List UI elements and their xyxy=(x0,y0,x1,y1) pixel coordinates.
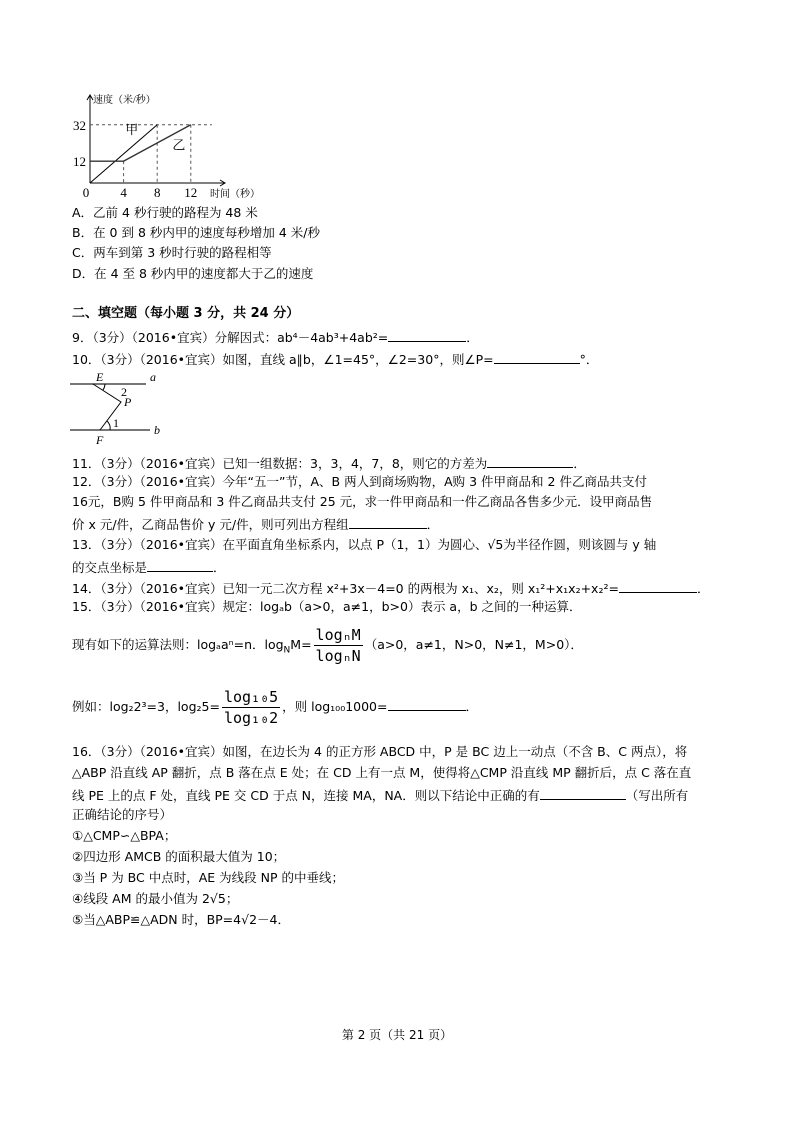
q14-text: 14．（3分）（2016•宜宾）已知一元二次方程 x²+3x－4=0 的两根为 x₁、x₂，则 x₁²+x₁x₂+x₂²= xyxy=(72,581,619,596)
question-16-line4: 正确结论的序号） xyxy=(72,807,173,822)
question-13-line2 xyxy=(72,558,226,576)
rule-conditions: （a>0，a≠1，N>0，N≠1，M>0）． xyxy=(364,637,583,652)
x-axis-label: 时间（秒） xyxy=(210,189,260,200)
q13-text-cont: 为半径作圆，则该圆与 y 轴 xyxy=(503,537,657,552)
q16-text-b: （写出所有 xyxy=(625,788,689,803)
answer-blank[interactable] xyxy=(349,515,427,529)
x-tick-label: 12 xyxy=(184,185,198,200)
denominator: log₁₀2 xyxy=(223,709,279,727)
question-12-line1: 12．（3分）（2016•宜宾）今年“五一”节，A、B 两人到商场购物，A购 3 件甲商品和 2 件乙商品共支付 xyxy=(72,474,647,489)
y-tick-label: 12 xyxy=(73,154,86,170)
q13-text2: 的交点坐标是 xyxy=(72,560,148,575)
sqrt-5: √5 xyxy=(487,537,504,552)
q9-text: 9．（3分）（2016•宜宾）分解因式：ab⁴－4ab³+4ab²= xyxy=(72,330,389,345)
question-10 xyxy=(72,350,598,368)
q12-text: 价 x 元/件，乙商品售价 y 元/件，则可列出方程组 xyxy=(72,517,349,532)
question-16-line3 xyxy=(72,786,688,804)
option-c: C．两车到第 3 秒时行驶的路程相等 xyxy=(72,245,272,260)
label-angle-2: 2 xyxy=(121,385,127,399)
question-15-line1: 15．（3分）（2016•宜宾）规定：logₐb（a>0，a≠1，b>0）表示 a，b 之间的一种运算． xyxy=(72,599,582,614)
series-label-jia: 甲 xyxy=(125,121,139,137)
option-b: B．在 0 到 8 秒内甲的速度每秒增加 4 米/秒 xyxy=(72,225,320,240)
answer-blank[interactable] xyxy=(619,579,697,593)
conclusion-5: ⑤当△ABP≌△ADN 时，BP=4√2－4． xyxy=(72,912,290,927)
conclusion-3: ③当 P 为 BC 中点时，AE 为线段 NP 的中垂线； xyxy=(72,870,344,885)
question-16-line2: △ABP 沿直线 AP 翻折，点 B 落在点 E 处；在 CD 上有一点 M，使得将△CMP 沿直线 MP 翻折后，点 C 落在直 xyxy=(72,765,692,780)
question-16-line1: 16．（3分）（2016•宜宾）如图，在边长为 4 的正方形 ABCD 中，P 是 BC 边上一动点（不含 B、C 两点），将 xyxy=(72,744,688,759)
parallel-lines-figure xyxy=(70,368,200,448)
q15-end: ． xyxy=(465,699,479,714)
example-text: 例如：log₂2³=3，log₂5= xyxy=(72,699,220,714)
q10-end: °． xyxy=(579,352,599,367)
fraction-log-ratio xyxy=(314,626,363,665)
rule-text: 现有如下的运算法则：logₐaⁿ=n．log xyxy=(72,637,284,652)
label-a: a xyxy=(150,370,156,384)
answer-blank[interactable] xyxy=(388,697,466,711)
x-tick-label: 4 xyxy=(120,185,127,200)
y-tick-label: 32 xyxy=(73,117,86,133)
question-15-example xyxy=(72,688,478,727)
label-angle-1: 1 xyxy=(113,416,119,430)
rule-sub: N xyxy=(283,645,291,656)
conclusion-4: ④线段 AM 的最小值为 2√5； xyxy=(72,891,239,906)
question-9 xyxy=(72,328,479,346)
answer-blank[interactable] xyxy=(540,786,626,800)
question-14 xyxy=(72,579,709,597)
numerator: logₙM xyxy=(315,626,361,644)
label-f: F xyxy=(96,433,104,447)
answer-blank[interactable] xyxy=(147,558,213,572)
q11-text: 11．（3分）（2016•宜宾）已知一组数据：3，3，4，7，8，则它的方差为 xyxy=(72,456,488,471)
answer-blank[interactable] xyxy=(494,350,580,364)
rule-text-b: M= xyxy=(290,637,312,652)
question-12-line3 xyxy=(72,515,439,533)
q9-end: ． xyxy=(466,330,479,345)
origin-label: 0 xyxy=(82,185,90,200)
question-15-rule xyxy=(72,626,583,665)
series-label-yi: 乙 xyxy=(172,137,186,153)
y-axis-label: 速度（米/秒） xyxy=(93,95,156,106)
q16-text: 线 PE 上的点 F 处，直线 PE 交 CD 于点 N，连接 MA，NA．则以下结论中正确的有 xyxy=(72,788,540,803)
label-b: b xyxy=(154,423,160,437)
fraction-example xyxy=(222,688,280,727)
question-13-line1 xyxy=(72,537,656,553)
x-tick-label: 8 xyxy=(153,185,161,200)
option-a: A．乙前 4 秒行驶的路程为 48 米 xyxy=(72,205,258,220)
conclusion-1: ①△CMP∽△BPA； xyxy=(72,828,177,843)
label-e: E xyxy=(96,370,104,384)
numerator: log₁₀5 xyxy=(223,688,279,706)
speed-time-chart xyxy=(60,90,260,200)
label-p: P xyxy=(124,395,132,409)
section-heading: 二、填空题（每小题 3 分，共 24 分） xyxy=(72,306,300,321)
q13-end: ． xyxy=(213,560,226,575)
q13-text: 13．（3分）（2016•宜宾）在平面直角坐标系内，以点 P（1，1）为圆心、 xyxy=(72,537,488,552)
answer-blank[interactable] xyxy=(388,328,466,342)
denominator: logₙN xyxy=(315,647,361,665)
page-footer: 第 2 页（共 21 页） xyxy=(341,1028,453,1042)
q10-text: 10．（3分）（2016•宜宾）如图，直线 a∥b，∠1=45°，∠2=30°，则∠P= xyxy=(72,352,494,367)
question-12-line2: 16元，B购 5 件甲商品和 3 件乙商品共支付 25 元，求一件甲商品和一件乙商品各售多少元．设甲商品售 xyxy=(72,494,653,509)
example-text-b: ，则 log₁₀₀1000= xyxy=(282,699,388,714)
answer-blank[interactable] xyxy=(487,454,573,468)
conclusion-2: ②四边形 AMCB 的面积最大值为 10； xyxy=(72,849,286,864)
q11-end: ． xyxy=(573,456,586,471)
question-11 xyxy=(72,454,586,472)
q14-end: ． xyxy=(696,581,710,596)
q12-end: ． xyxy=(426,517,440,532)
option-d: D．在 4 至 8 秒内甲的速度都大于乙的速度 xyxy=(72,266,314,281)
